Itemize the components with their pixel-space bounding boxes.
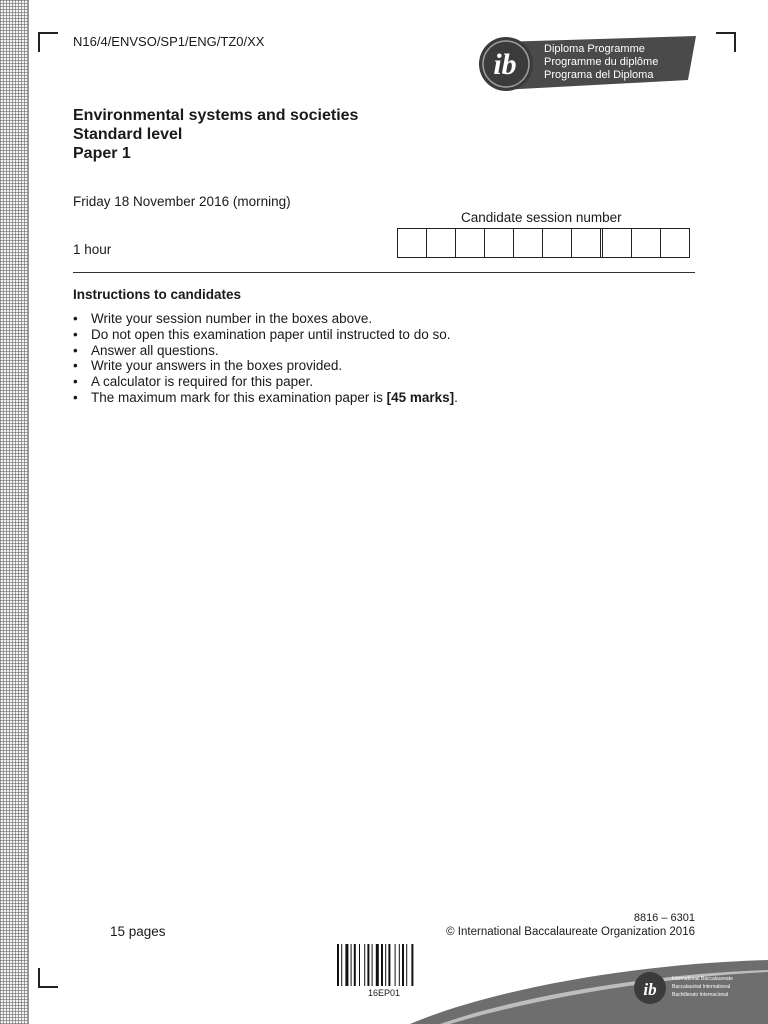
- session-digit-box[interactable]: [514, 229, 543, 257]
- session-digit-box[interactable]: [661, 229, 689, 257]
- barcode-bar: [341, 944, 342, 986]
- instruction-item: • The maximum mark for this examination paper is [45 marks].: [73, 389, 458, 405]
- exam-duration: 1 hour: [73, 242, 112, 257]
- crop-mark-top-right: [716, 32, 736, 52]
- instruction-item: • A calculator is required for this paper.: [73, 374, 314, 390]
- instructions-heading: Instructions to candidates: [73, 287, 242, 302]
- barcode-bar: [372, 944, 373, 986]
- barcode-bar: [376, 944, 379, 986]
- session-digit-box[interactable]: [427, 229, 456, 257]
- barcode-bar: [359, 944, 360, 986]
- barcode-label: 16EP01: [367, 988, 401, 998]
- barcode-bar: [367, 944, 369, 986]
- ib-footer-swoosh: [410, 950, 768, 1024]
- barcode-bar: [354, 944, 356, 986]
- barcode-bar: [395, 944, 396, 986]
- session-digit-box[interactable]: [603, 229, 632, 257]
- instruction-item: • Write your session number in the boxes above.: [73, 311, 373, 326]
- level-title: Standard level: [73, 126, 183, 143]
- instruction-item: • Do not open this examination paper until instructed to do so.: [73, 326, 451, 342]
- candidate-session-boxes: [397, 228, 690, 258]
- footer-logo-line-1: International Baccalaureate: [672, 976, 733, 982]
- svg-text:ib: ib: [643, 980, 657, 999]
- candidate-session-label: Candidate session number: [461, 210, 622, 225]
- logo-line-1: Diploma Programme: [544, 43, 645, 55]
- session-digit-box[interactable]: [632, 229, 661, 257]
- instructions-list: [73, 311, 458, 406]
- footer-logo-line-3: Bachillerato Internacional: [672, 992, 729, 998]
- paper-code: N16/4/ENVSO/SP1/ENG/TZ0/XX: [73, 34, 265, 49]
- barcode-bar: [337, 944, 339, 986]
- session-digit-box[interactable]: [572, 229, 603, 257]
- barcode-bar: [364, 944, 365, 986]
- logo-line-2: Programme du diplôme: [544, 56, 659, 68]
- barcode-bar: [381, 944, 383, 986]
- ib-diploma-logo: [478, 36, 698, 92]
- session-digit-box[interactable]: [398, 229, 427, 257]
- reference-code: 8816 – 6301: [633, 912, 695, 924]
- copyright-notice: © International Baccalaureate Organization 2016: [446, 926, 695, 938]
- session-digit-box[interactable]: [543, 229, 572, 257]
- exam-date: Friday 18 November 2016 (morning): [73, 194, 291, 209]
- logo-line-3: Programa del Diploma: [544, 69, 654, 81]
- instruction-item: • Answer all questions.: [73, 342, 219, 358]
- margin-edge-line: [28, 0, 29, 1024]
- session-digit-box[interactable]: [456, 229, 485, 257]
- barcode-bar: [345, 944, 348, 986]
- perforated-margin: [0, 0, 28, 1024]
- barcode-bar: [402, 944, 404, 986]
- svg-text:ib: ib: [493, 48, 517, 81]
- barcode-bar: [399, 944, 400, 986]
- title-block: [73, 106, 358, 163]
- footer-logo-line-2: Baccalauréat International: [672, 984, 731, 990]
- instruction-item: • Write your answers in the boxes provided.: [73, 358, 343, 374]
- crop-mark-top-left: [38, 32, 58, 52]
- barcode-bar: [351, 944, 352, 986]
- crop-mark-bottom-left: [38, 968, 58, 988]
- subject-title: Environmental systems and societies: [73, 107, 359, 124]
- paper-title: Paper 1: [73, 145, 131, 162]
- barcode-bar: [406, 944, 407, 986]
- max-marks: [45 marks]: [386, 389, 455, 405]
- session-digit-box[interactable]: [485, 229, 514, 257]
- barcode-bar: [385, 944, 386, 986]
- barcode-bar: [388, 944, 390, 986]
- page-count: 15 pages: [110, 924, 166, 939]
- divider-line: [73, 272, 695, 273]
